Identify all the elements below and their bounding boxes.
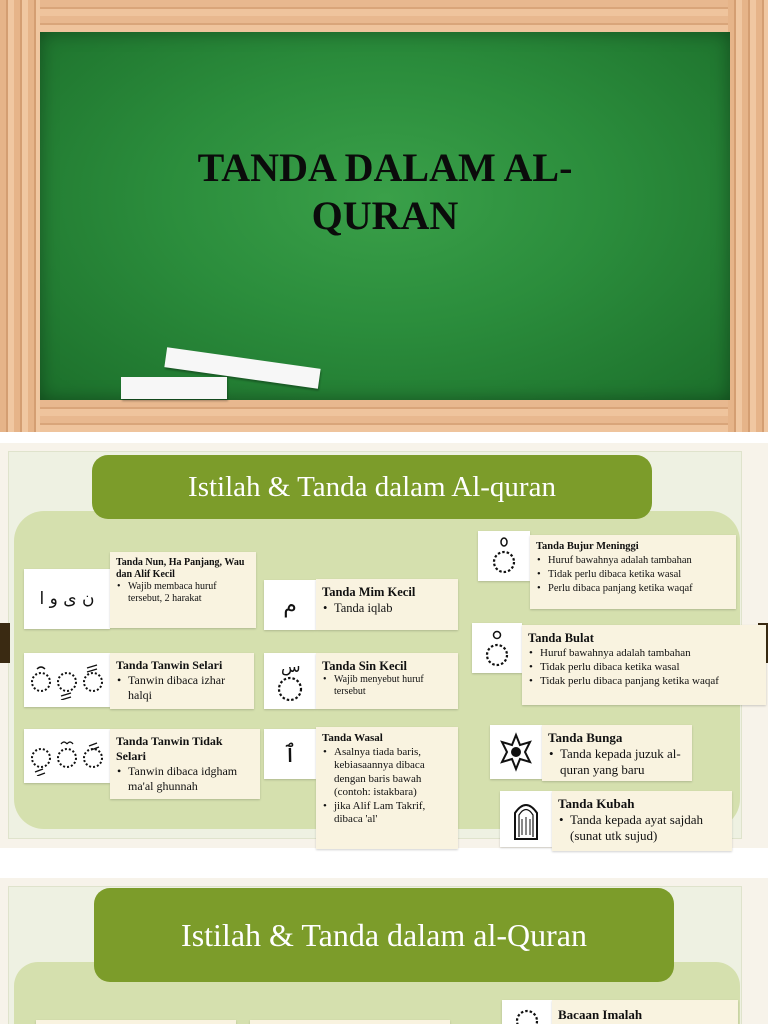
- card-mim-kecil: [316, 579, 458, 630]
- nun-ha-symbol-icon: [24, 569, 110, 629]
- card-point: • Tidak perlu dibaca ketika wasal: [536, 568, 730, 582]
- card-point: • Tanwin dibaca idgham ma'al ghunnah: [116, 764, 254, 794]
- wasal-symbol-icon: [264, 729, 316, 779]
- tanwin-tidak-selari-symbol-icon: [24, 729, 110, 783]
- card-placeholder: [250, 1020, 450, 1024]
- card-point: • Wajib menyebut huruf tersebut: [322, 674, 452, 698]
- mim-kecil-symbol-icon: [264, 580, 316, 630]
- tanwin-selari-symbol-icon: [24, 653, 110, 707]
- slide-title-banner: [92, 455, 652, 519]
- arabic-symbol: س: [281, 657, 301, 676]
- wood-frame-right: [728, 0, 768, 432]
- card-tanwin-tidak-selari: [110, 729, 260, 799]
- chalkboard-slide: [0, 0, 768, 432]
- slide-title: Istilah & Tanda dalam Al-quran: [188, 471, 556, 503]
- card-point: • jika Alif Lam Takrif, dibaca 'al': [322, 800, 452, 827]
- card-kubah: [552, 791, 732, 851]
- card-point: • Tanwin dibaca izhar halqi: [116, 673, 248, 703]
- card-point: • Asalnya tiada baris, kebiasaannya dibaca dengan baris bawah (contoh: istakbara): [322, 746, 452, 800]
- card-placeholder: [36, 1020, 236, 1024]
- arabic-symbol: ٱ: [282, 740, 298, 768]
- card-point: • Wajib membaca huruf tersebut, 2 harakat: [116, 581, 250, 605]
- slide-title-text: TANDA DALAM AL-QURAN: [197, 145, 573, 238]
- slide-title-banner: [94, 888, 674, 982]
- sin-kecil-symbol-icon: [264, 653, 316, 709]
- card-sin-kecil: [316, 653, 458, 709]
- slide-title: [40, 144, 730, 240]
- slide-title: Istilah & Tanda dalam al-Quran: [181, 917, 587, 953]
- card-point: • Huruf bawahnya adalah tambahan: [528, 646, 760, 660]
- imalah-slide: [0, 878, 768, 1024]
- card-point: • Tanda kepada ayat sajdah (sunat utk sujud): [558, 812, 726, 844]
- card-nun-ha: [110, 552, 256, 628]
- imalah-symbol-icon: [502, 1000, 552, 1024]
- card-bunga: [542, 725, 692, 781]
- card-title: Tanda Kubah: [558, 796, 635, 811]
- chalkboard: [40, 32, 730, 400]
- tanda-slide: [0, 443, 768, 848]
- kubah-dome-icon: [500, 791, 552, 847]
- card-title: Tanda Wasal: [322, 732, 383, 744]
- chalk-piece: [121, 377, 227, 399]
- card-point: • Huruf bawahnya adalah tambahan: [536, 554, 730, 568]
- card-point: • Tanda kepada juzuk al-quran yang baru: [548, 746, 686, 778]
- bulat-symbol-icon: [472, 623, 522, 673]
- card-title: Tanda Mim Kecil: [322, 585, 416, 599]
- card-imalah: [552, 1000, 738, 1024]
- card-point: • Tidak perlu dibaca panjang ketika waqaf: [528, 674, 760, 688]
- card-bulat: [522, 625, 766, 705]
- card-title: Tanda Bunga: [548, 730, 623, 745]
- card-title: Bacaan Imalah: [558, 1007, 643, 1022]
- slide-tab-left: [0, 623, 10, 663]
- card-title: Tanda Sin Kecil: [322, 659, 407, 673]
- card-point: • Tidak perlu dibaca ketika wasal: [528, 660, 760, 674]
- bunga-flower-icon: [490, 725, 542, 779]
- card-title: Tanda Bujur Meninggi: [536, 541, 639, 552]
- card-tanwin-selari: [110, 653, 254, 709]
- card-title: Tanda Bulat: [528, 631, 594, 645]
- card-title: Tanda Tanwin Tidak Selari: [116, 734, 223, 763]
- card-point: • Perlu dibaca panjang ketika waqaf: [536, 582, 730, 596]
- arabic-symbol: م: [283, 592, 297, 618]
- card-bujur-meninggi: [530, 535, 736, 609]
- wood-frame-left: [0, 0, 40, 432]
- bujur-meninggi-symbol-icon: [478, 531, 530, 581]
- card-wasal: [316, 727, 458, 849]
- card-title: Tanda Tanwin Selari: [116, 658, 223, 672]
- card-title: Tanda Nun, Ha Panjang, Wau dan Alif Kecil: [116, 557, 245, 580]
- arabic-symbol: ن ى و ا: [39, 589, 95, 609]
- card-point: • Tanda iqlab: [322, 600, 452, 616]
